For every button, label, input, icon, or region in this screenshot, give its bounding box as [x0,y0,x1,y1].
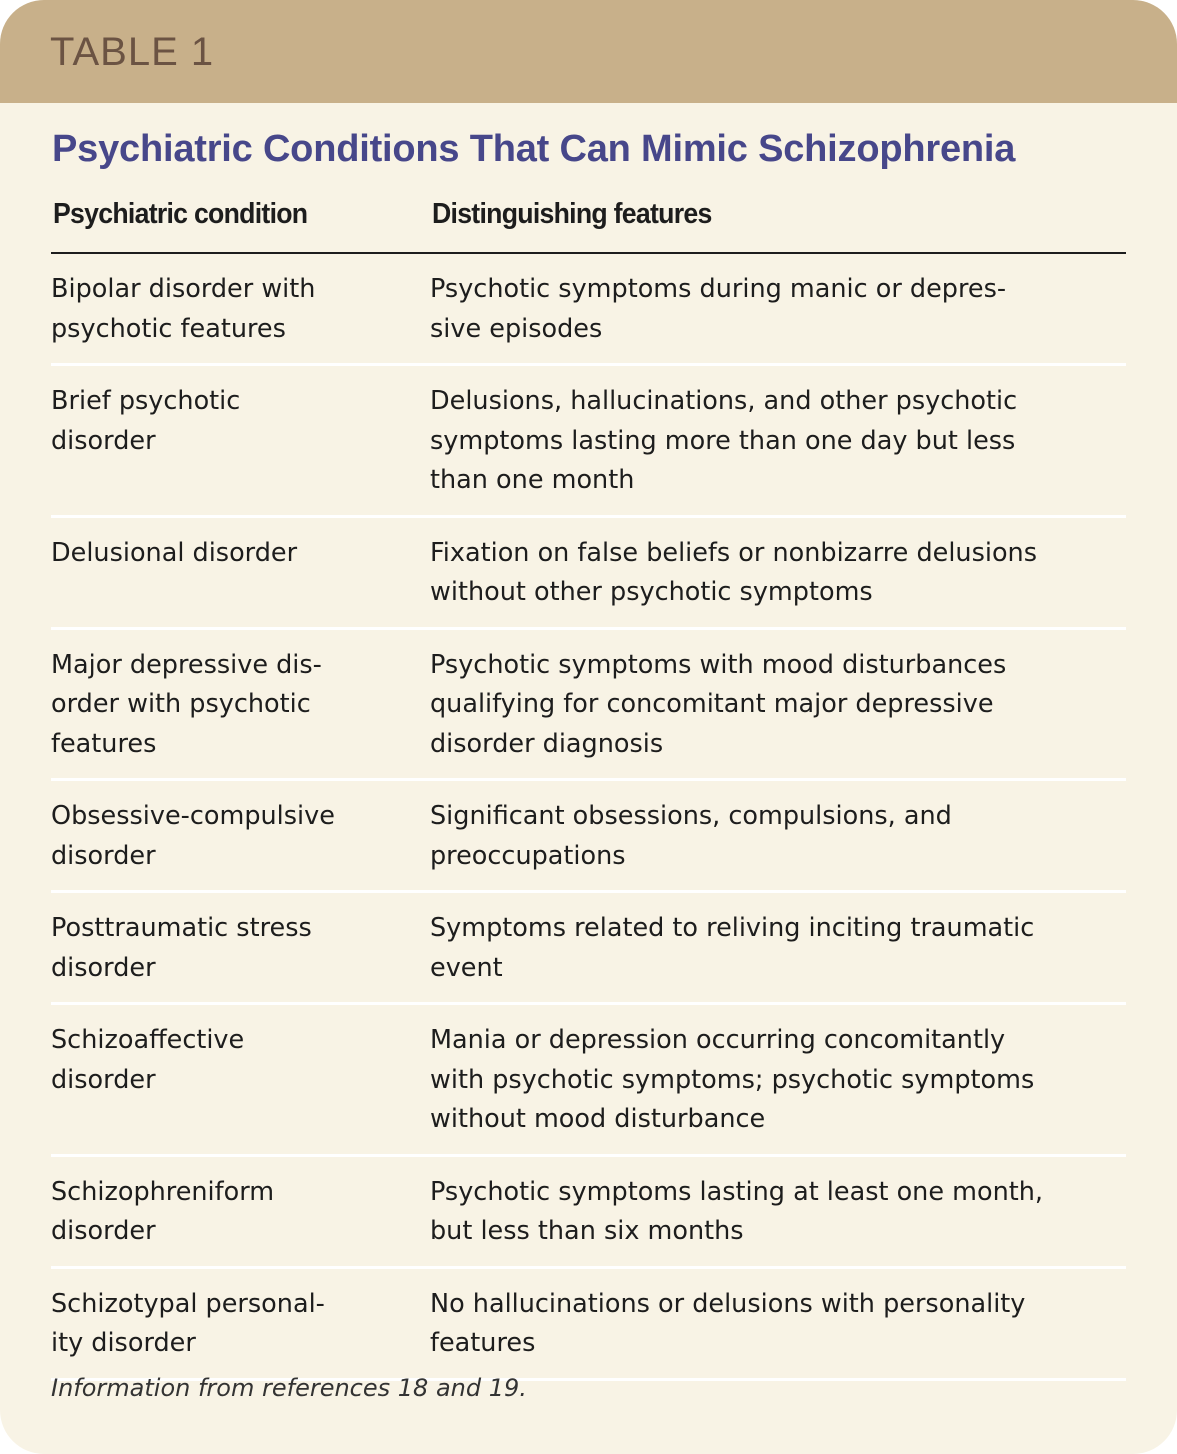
cell-text-line: Posttraumatic stress [51,913,312,943]
table-row [51,893,1126,1005]
table-row [51,1269,1126,1381]
cell-text-line: sive episodes [430,313,603,344]
table-row [51,254,1126,366]
column-header-condition: Psychiatric condition [53,198,308,230]
features-cell [430,1173,1126,1252]
cell-text-line: Symptoms related to reliving inciting traumatic [430,913,1035,943]
table-label: TABLE 1 [50,30,215,74]
features-cell [430,270,1126,349]
cell-text-line: than one month [430,465,635,495]
features-cell [430,646,1126,765]
condition-cell [51,909,430,988]
features-cell [430,1285,1126,1364]
cell-text-line: Psychotic symptoms during manic or depres- [430,274,1007,304]
cell-text-line: ity disorder [51,1328,196,1358]
table-row [51,1157,1126,1269]
features-cell [430,534,1126,613]
condition-cell [51,382,430,501]
cell-text-line: symptoms lasting more than one day but less [430,425,1016,456]
cell-text-line: without other psychotic symptoms [430,577,873,607]
cell-text-line: psychotic features [51,313,286,344]
table-row [51,630,1126,782]
condition-cell [51,534,430,613]
table-body [51,254,1126,1381]
cell-text-line: Fixation on false beliefs or nonbizarre delusions [430,537,1037,568]
cell-text-line: Major depressive dis- [51,649,322,680]
condition-cell [51,646,430,765]
cell-text-line: Psychotic symptoms lasting at least one month, [430,1176,1044,1207]
features-cell [430,909,1126,988]
table-row [51,1005,1126,1157]
cell-text-line: Delusional disorder [51,537,298,568]
cell-text-line: without mood disturbance [430,1104,766,1134]
cell-text-line: event [430,952,503,983]
cell-text-line: qualifying for concomitant major depressive [430,689,994,719]
header-band [0,0,1177,103]
cell-text-line: disorder [51,1064,156,1095]
cell-text-line: Significant obsessions, compulsions, and [430,801,952,831]
condition-cell [51,270,430,349]
condition-cell [51,1021,430,1140]
cell-text-line: Psychotic symptoms with mood disturbances [430,649,1007,680]
cell-text-line: order with psychotic [51,689,311,719]
cell-text-line: disorder [51,425,156,456]
cell-text-line: Mania or depression occurring concomitantly [430,1025,1006,1055]
features-cell [430,797,1126,876]
cell-text-line: Obsessive-compulsive [51,801,335,831]
cell-text-line: Brief psychotic [51,386,241,416]
cell-text-line: No hallucinations or delusions with personality [430,1288,1026,1319]
features-cell [430,382,1126,501]
cell-text-line: Schizophreniform [51,1176,275,1207]
table-title: Psychiatric Conditions That Can Mimic Schizophrenia [52,128,1016,170]
cell-text-line: disorder diagnosis [430,728,664,759]
cell-text-line: features [430,1328,536,1358]
features-cell [430,1021,1126,1140]
column-header-features: Distinguishing features [432,198,712,230]
table-row [51,366,1126,518]
cell-text-line: disorder [51,952,156,983]
cell-text-line: features [51,728,157,759]
cell-text-line: disorder [51,840,156,871]
cell-text-line: Schizotypal personal- [51,1288,325,1319]
condition-cell [51,1173,430,1252]
table-row [51,518,1126,630]
cell-text-line: disorder [51,1216,156,1246]
condition-cell [51,797,430,876]
condition-cell [51,1285,430,1364]
cell-text-line: with psychotic symptoms; psychotic symptoms [430,1064,1035,1095]
footnote: Information from references 18 and 19. [51,1374,527,1402]
cell-text-line: Delusions, hallucinations, and other psychotic [430,386,1018,416]
cell-text-line: preoccupations [430,840,626,871]
cell-text-line: Bipolar disorder with [51,274,316,304]
table-row [51,781,1126,893]
cell-text-line: but less than six months [430,1216,744,1246]
cell-text-line: Schizoaffective [51,1025,245,1055]
